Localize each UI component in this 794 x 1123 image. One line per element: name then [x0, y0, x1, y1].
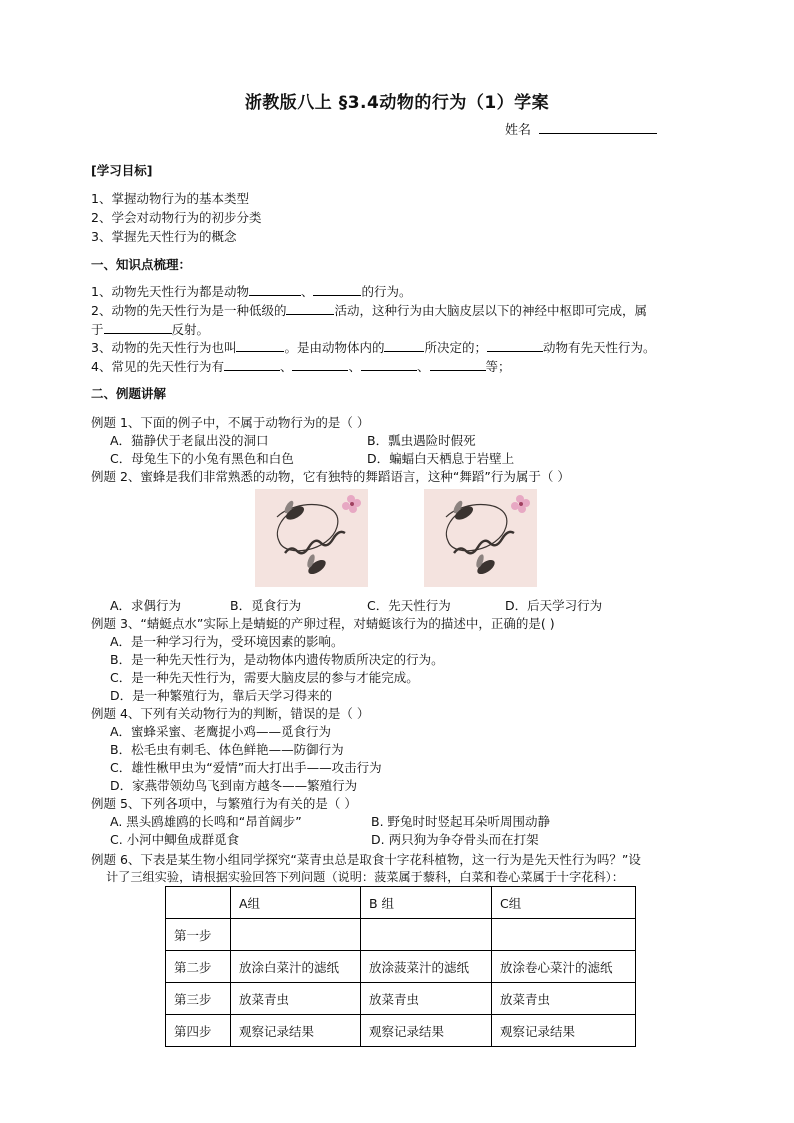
objective-1: 1、掌握动物行为的基本类型 [91, 191, 249, 206]
example-4-option-a: A．蜜蜂采蜜、老鹰捉小鸡——觅食行为 [110, 724, 332, 739]
table-row [166, 983, 636, 1015]
example-4-option-d: D．家燕带领幼鸟飞到南方越冬——繁殖行为 [110, 778, 358, 793]
q3-text: 3、动物的先天性行为也叫 [91, 340, 237, 355]
table-header-row [166, 887, 636, 919]
fill-blank[interactable] [104, 322, 172, 334]
knowledge-heading: 一、知识点梳理： [91, 257, 192, 272]
example-2-option-d: D．后天学习行为 [505, 598, 603, 613]
table-cell: 第二步 [166, 951, 231, 983]
fill-blank[interactable] [249, 284, 301, 296]
knowledge-q3 [91, 338, 656, 356]
name-field [505, 119, 657, 138]
q2-text-d: 反射。 [171, 322, 210, 337]
table-header-cell: A组 [231, 887, 361, 919]
knowledge-q2 [91, 301, 647, 319]
knowledge-q4 [91, 357, 511, 375]
table-cell: 第一步 [166, 919, 231, 951]
q1-text: 1、动物先天性行为都是动物 [91, 284, 249, 299]
example-2-option-a: A．求偶行为 [110, 598, 182, 613]
example-6-stem: 例题 6、下表是某生物小组同学探究“菜青虫总是取食十字花科植物，这一行为是先天性行为吗？”设 [91, 852, 641, 867]
objectives-heading: [学习目标] [91, 163, 153, 178]
fill-blank[interactable] [286, 303, 334, 315]
q2-text-c: 于 [91, 322, 104, 337]
example-4-option-c: C．雄性楸甲虫为“爱情”而大打出手——攻击行为 [110, 760, 382, 775]
table-cell: 放涂白菜汁的滤纸 [231, 951, 361, 983]
fill-blank[interactable] [313, 284, 361, 296]
example-1-option-a: A．猫静伏于老鼠出没的洞口 [110, 433, 269, 448]
example-4-option-b: B．松毛虫有刺毛、体色鲜艳——防御行为 [110, 742, 344, 757]
fill-blank[interactable] [292, 359, 348, 371]
table-header-cell: B 组 [361, 887, 492, 919]
q4-end: 等； [485, 359, 511, 374]
fill-blank[interactable] [361, 359, 417, 371]
example-3-option-a: A．是一种学习行为，受环境因素的影响。 [110, 634, 344, 649]
example-1-option-b: B．瓢虫遇险时假死 [367, 433, 476, 448]
flower-icon [511, 495, 530, 513]
table-cell: 放涂卷心菜汁的滤纸 [492, 951, 636, 983]
q1-sep: 、 [300, 284, 314, 299]
flower-icon [342, 495, 361, 513]
knowledge-q2-cont [91, 320, 209, 338]
table-cell[interactable] [492, 919, 636, 951]
fill-blank[interactable] [384, 340, 424, 352]
bee-dance-figure-right [424, 489, 537, 587]
table-cell: 第三步 [166, 983, 231, 1015]
bee-dance-figure-left [255, 489, 368, 587]
q2-text-b: 活动，这种行为由大脑皮层以下的神经中枢即可完成，属 [334, 303, 647, 318]
objective-2: 2、学会对动物行为的初步分类 [91, 210, 262, 225]
example-2-stem: 例题 2、蜜蜂是我们非常熟悉的动物，它有独特的舞蹈语言，这种“舞蹈”行为属于（ ） [91, 469, 570, 484]
q3-text-b: 。是由动物体内的 [284, 340, 385, 355]
example-6-stem-cont: 计了三组实验，请根据实验回答下列问题（说明：菠菜属于藜科，白菜和卷心菜属于十字花科）： [106, 870, 624, 884]
table-cell: 观察记录结果 [361, 1015, 492, 1047]
experiment-table [165, 886, 636, 1047]
table-cell[interactable] [231, 919, 361, 951]
example-5-option-c: C. 小河中鲫鱼成群觅食 [110, 832, 240, 847]
objective-3: 3、掌握先天性行为的概念 [91, 229, 237, 244]
q3-text-c: 所决定的； [424, 340, 487, 355]
q4-sep: 、 [348, 359, 361, 374]
example-1-stem: 例题 1、下面的例子中，不属于动物行为的是（ ） [91, 415, 370, 430]
table-row [166, 919, 636, 951]
example-1-option-c: C．母兔生下的小兔有黑色和白色 [110, 451, 294, 466]
page-title: 浙教版八上 §3.4动物的行为（1）学案 [244, 93, 550, 113]
table-cell: 放菜青虫 [361, 983, 492, 1015]
q4-sep: 、 [279, 359, 293, 374]
name-label: 姓名 [505, 123, 532, 138]
table-cell: 观察记录结果 [492, 1015, 636, 1047]
name-blank[interactable] [539, 120, 657, 134]
example-5-option-d: D. 两只狗为争夺骨头而在打架 [371, 832, 539, 847]
table-header-cell [166, 887, 231, 919]
example-2-option-c: C．先天性行为 [367, 598, 451, 613]
fill-blank[interactable] [224, 359, 280, 371]
q1-end: 的行为。 [361, 284, 412, 299]
q4-text: 4、常见的先天性行为有 [91, 359, 224, 374]
table-cell: 放菜青虫 [492, 983, 636, 1015]
example-2-option-b: B．觅食行为 [230, 598, 302, 613]
example-3-stem: 例题 3、“蜻蜓点水”实际上是蜻蜓的产卵过程，对蜻蜓该行为的描述中，正确的是( ) [91, 616, 555, 631]
table-cell[interactable] [361, 919, 492, 951]
table-header-cell: C组 [492, 887, 636, 919]
example-4-stem: 例题 4、下列有关动物行为的判断，错误的是（ ） [91, 706, 370, 721]
table-cell: 放涂菠菜汁的滤纸 [361, 951, 492, 983]
table-cell: 观察记录结果 [231, 1015, 361, 1047]
example-5-stem: 例题 5、下列各项中，与繁殖行为有关的是（ ） [91, 796, 357, 811]
q2-text: 2、动物的先天性行为是一种低级的 [91, 303, 287, 318]
q4-sep: 、 [417, 359, 430, 374]
example-3-option-c: C．是一种先天性行为，需要大脑皮层的参与才能完成。 [110, 670, 419, 685]
fill-blank[interactable] [430, 359, 486, 371]
table-cell: 放菜青虫 [231, 983, 361, 1015]
fill-blank[interactable] [487, 340, 543, 352]
table-cell: 第四步 [166, 1015, 231, 1047]
table-row [166, 1015, 636, 1047]
example-5-option-a: A. 黑头鸥雄鸥的长鸣和“昂首阔步” [110, 814, 302, 829]
table-row [166, 951, 636, 983]
q3-text-d: 动物有先天性行为。 [543, 340, 656, 355]
example-3-option-d: D．是一种繁殖行为，靠后天学习得来的 [110, 688, 333, 703]
example-3-option-b: B．是一种先天性行为，是动物体内遗传物质所决定的行为。 [110, 652, 444, 667]
example-1-option-d: D．蝙蝠白天栖息于岩壁上 [367, 451, 515, 466]
knowledge-q1 [91, 282, 412, 300]
examples-heading: 二、例题讲解 [91, 386, 167, 401]
fill-blank[interactable] [236, 340, 284, 352]
example-5-option-b: B. 野兔时时竖起耳朵听周围动静 [371, 814, 551, 829]
